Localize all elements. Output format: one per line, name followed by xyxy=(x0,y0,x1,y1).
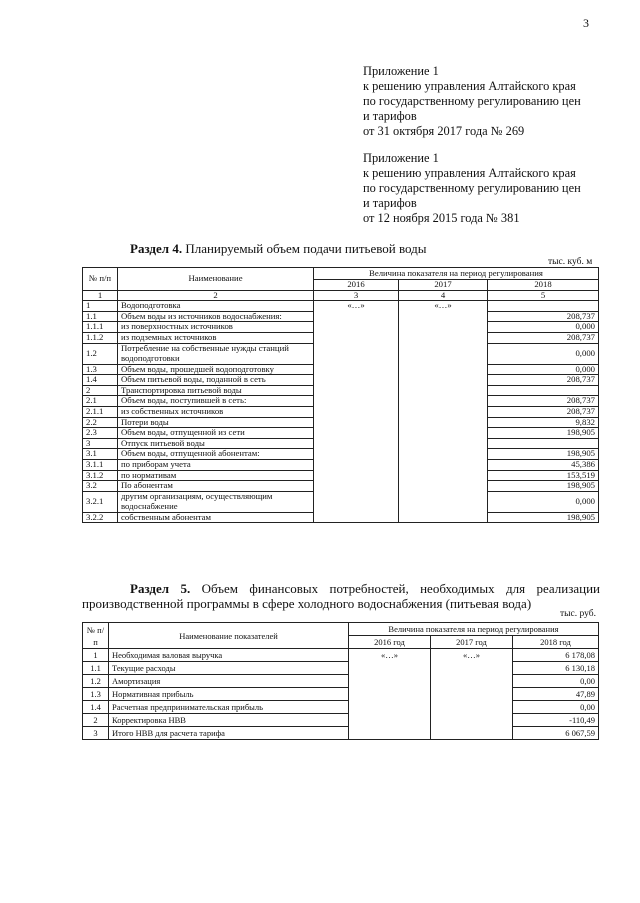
value-2018: 6 067,59 xyxy=(513,727,599,740)
row-number: 3.2.1 xyxy=(83,491,118,512)
row-number: 1.4 xyxy=(83,701,109,714)
col-number: 2 xyxy=(118,290,314,301)
appendix-line: по государственному регулированию цен xyxy=(363,94,581,108)
row-number: 3 xyxy=(83,438,118,449)
header-num: № п/п xyxy=(83,268,118,291)
header-year-2017: 2017 xyxy=(399,280,488,291)
appendix-line: Приложение 1 xyxy=(363,151,439,165)
row-name: Отпуск питьевой воды xyxy=(118,438,314,449)
table-row xyxy=(83,301,599,312)
row-name: Потери воды xyxy=(118,417,314,428)
value-2018: 198,905 xyxy=(488,428,599,439)
value-2018: 153,519 xyxy=(488,470,599,481)
row-name: другим организациям, осуществляющим водоснабжение xyxy=(118,491,314,512)
value-2018: 0,000 xyxy=(488,491,599,512)
row-number: 3.1.2 xyxy=(83,470,118,481)
row-name: Объем воды, отпущенной из сети xyxy=(118,428,314,439)
row-number: 2.1 xyxy=(83,396,118,407)
row-name: из поверхностных источников xyxy=(118,322,314,333)
row-number: 2 xyxy=(83,714,109,727)
value-2018: -110,49 xyxy=(513,714,599,727)
value-2018: 208,737 xyxy=(488,332,599,343)
table-row xyxy=(83,675,599,688)
row-name: собственным абонентам xyxy=(118,512,314,523)
table-row xyxy=(83,688,599,701)
table-row xyxy=(83,714,599,727)
row-name: Объем питьевой воды, поданной в сеть xyxy=(118,375,314,386)
row-number: 3 xyxy=(83,727,109,740)
value-2018: 0,000 xyxy=(488,322,599,333)
value-2018: 6 178,08 xyxy=(513,649,599,662)
row-name: Объем воды, поступившей в сеть: xyxy=(118,396,314,407)
row-number: 1.1 xyxy=(83,311,118,322)
row-number: 1.4 xyxy=(83,375,118,386)
row-number: 1.3 xyxy=(83,364,118,375)
appendix-line: от 31 октября 2017 года № 269 xyxy=(363,124,525,138)
row-name: Итого НВВ для расчета тарифа xyxy=(109,727,349,740)
value-2018: 198,905 xyxy=(488,512,599,523)
row-name: Расчетная предпринимательская прибыль xyxy=(109,701,349,714)
row-name: из подземных источников xyxy=(118,332,314,343)
row-name: из собственных источников xyxy=(118,406,314,417)
appendix-line: Приложение 1 xyxy=(363,64,439,78)
table-row xyxy=(83,701,599,714)
section-5-units: тыс. руб. xyxy=(560,609,596,619)
row-number: 1 xyxy=(83,649,109,662)
appendix-line: к решению управления Алтайского края xyxy=(363,166,576,180)
value-2018 xyxy=(488,385,599,396)
value-2018: 47,89 xyxy=(513,688,599,701)
row-name: Корректировка НВВ xyxy=(109,714,349,727)
section-4-label: Раздел 4. xyxy=(130,241,183,256)
value-2018: 0,00 xyxy=(513,675,599,688)
row-number: 1.3 xyxy=(83,688,109,701)
header-year-2016: 2016 год xyxy=(349,636,431,649)
appendix-line: по государственному регулированию цен xyxy=(363,181,581,195)
row-number: 3.2.2 xyxy=(83,512,118,523)
section-4-table xyxy=(82,267,599,523)
header-year-2018: 2018 год xyxy=(513,636,599,649)
row-name: Необходимая валовая выручка xyxy=(109,649,349,662)
section-4-title-text: Планируемый объем подачи питьевой воды xyxy=(182,241,427,256)
row-number: 1.2 xyxy=(83,343,118,364)
section-5-table xyxy=(82,622,599,740)
row-number: 2.3 xyxy=(83,428,118,439)
section-5-label: Раздел 5. xyxy=(130,581,191,596)
header-name: Наименование xyxy=(118,268,314,291)
row-name: Объем воды, прошедшей водоподготовку xyxy=(118,364,314,375)
value-2018: 0,000 xyxy=(488,343,599,364)
appendix-line: к решению управления Алтайского края xyxy=(363,79,576,93)
row-number: 2 xyxy=(83,385,118,396)
row-number: 2.2 xyxy=(83,417,118,428)
col-number: 1 xyxy=(83,290,118,301)
row-name: по приборам учета xyxy=(118,459,314,470)
value-2018: 45,386 xyxy=(488,459,599,470)
value-2018: 208,737 xyxy=(488,396,599,407)
value-2018: 208,737 xyxy=(488,311,599,322)
appendix-line: и тарифов xyxy=(363,196,417,210)
page-number: 3 xyxy=(583,16,589,30)
value-2016: «…» xyxy=(314,301,399,523)
row-name: Амортизация xyxy=(109,675,349,688)
row-number: 1.1.2 xyxy=(83,332,118,343)
section-5-title-text: Объем финансовых потребностей, необходимых для реализации производственной программы в сфере холодного водоснабжения (питьевая вода) xyxy=(82,581,600,611)
section-4-title xyxy=(130,241,427,256)
value-2018: 9,832 xyxy=(488,417,599,428)
value-2018: 0,00 xyxy=(513,701,599,714)
value-2018: 0,000 xyxy=(488,364,599,375)
header-period: Величина показателя на период регулирования xyxy=(349,623,599,636)
appendix-block-original xyxy=(363,151,581,226)
row-number: 3.1.1 xyxy=(83,459,118,470)
row-name: Потребление на собственные нужды станций водоподготовки xyxy=(118,343,314,364)
row-number: 1.2 xyxy=(83,675,109,688)
row-name: Нормативная прибыль xyxy=(109,688,349,701)
value-2018: 6 130,18 xyxy=(513,662,599,675)
value-2018: 198,905 xyxy=(488,449,599,460)
table-row xyxy=(83,727,599,740)
appendix-line: от 12 ноября 2015 года № 381 xyxy=(363,211,520,225)
row-name: По абонентам xyxy=(118,481,314,492)
section-5-title xyxy=(82,581,600,611)
value-2017: «…» xyxy=(431,649,513,740)
value-2017: «…» xyxy=(399,301,488,523)
row-number: 1.1.1 xyxy=(83,322,118,333)
table-row xyxy=(83,662,599,675)
value-2018: 198,905 xyxy=(488,481,599,492)
header-year-2017: 2017 год xyxy=(431,636,513,649)
row-name: Текущие расходы xyxy=(109,662,349,675)
col-number: 5 xyxy=(488,290,599,301)
value-2018 xyxy=(488,301,599,312)
row-name: Объем воды, отпущенной абонентам: xyxy=(118,449,314,460)
row-number: 3.1 xyxy=(83,449,118,460)
header-name: Наименование показателей xyxy=(109,623,349,649)
value-2018: 208,737 xyxy=(488,406,599,417)
appendix-line: и тарифов xyxy=(363,109,417,123)
value-2018 xyxy=(488,438,599,449)
header-year-2016: 2016 xyxy=(314,280,399,291)
row-name: Транспортировка питьевой воды xyxy=(118,385,314,396)
col-number: 3 xyxy=(314,290,399,301)
row-name: Объем воды из источников водоснабжения: xyxy=(118,311,314,322)
col-number: 4 xyxy=(399,290,488,301)
appendix-block-current xyxy=(363,64,581,139)
header-num: № п/п xyxy=(83,623,109,649)
row-number: 2.1.1 xyxy=(83,406,118,417)
row-name: Водоподготовка xyxy=(118,301,314,312)
header-period: Величина показателя на период регулирования xyxy=(314,268,599,280)
table-row xyxy=(83,649,599,662)
row-number: 1.1 xyxy=(83,662,109,675)
header-year-2018: 2018 xyxy=(488,280,599,291)
row-number: 3.2 xyxy=(83,481,118,492)
section-4-units: тыс. куб. м xyxy=(548,257,593,267)
row-name: по нормативам xyxy=(118,470,314,481)
row-number: 1 xyxy=(83,301,118,312)
value-2018: 208,737 xyxy=(488,375,599,386)
value-2016: «…» xyxy=(349,649,431,740)
